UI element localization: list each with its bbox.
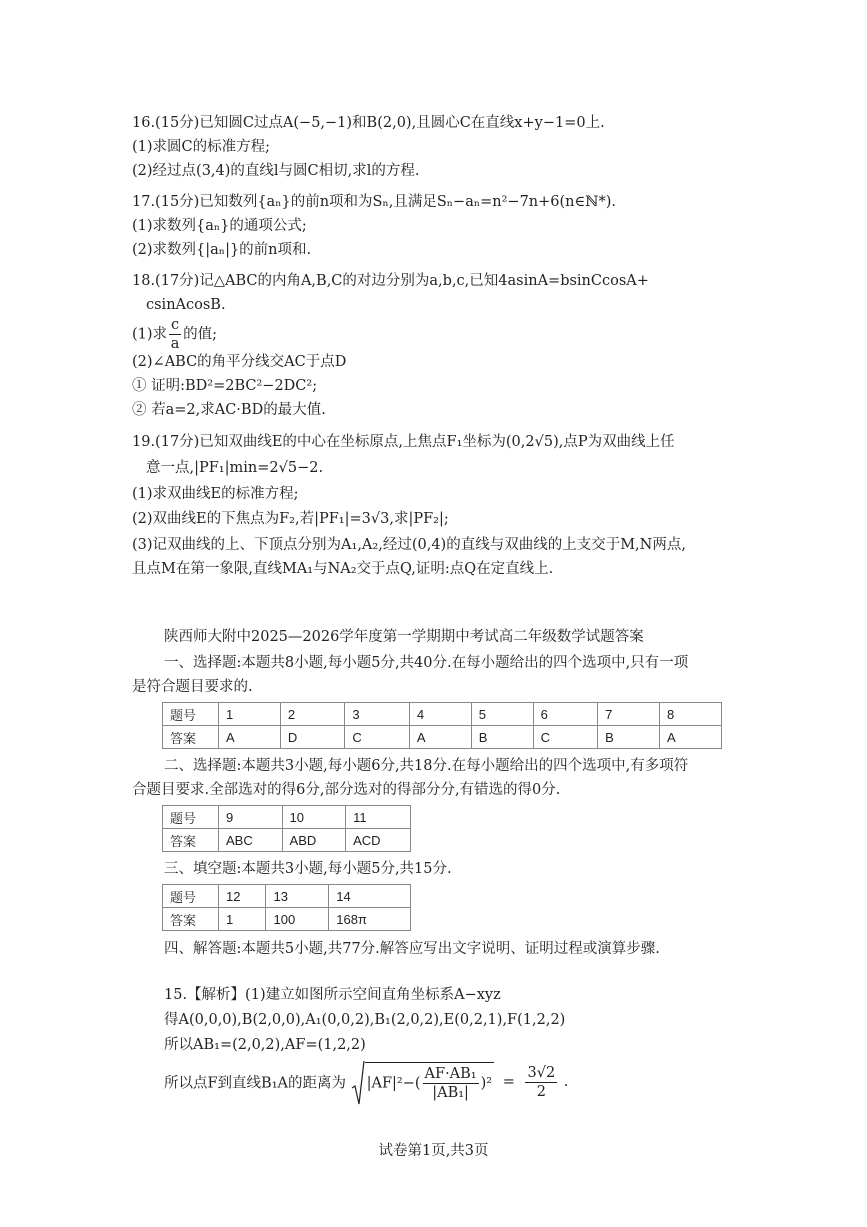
- fraction-numerator: c: [171, 317, 180, 333]
- table-cell: ABC: [219, 829, 283, 852]
- section1-desc-line1: 一、选择题:本题共8小题,每小题5分,共40分.在每小题给出的四个选项中,只有一项: [164, 655, 689, 671]
- table-cell: B: [471, 726, 533, 749]
- table-cell: 3: [345, 703, 410, 726]
- table-cell: C: [533, 726, 598, 749]
- q17-part1: (1)求数列{aₙ}的通项公式;: [132, 218, 307, 234]
- radical-sign-icon: [351, 1060, 365, 1106]
- table-row-label: 答案: [163, 829, 219, 852]
- period: .: [563, 1074, 569, 1090]
- q19-stem-line2: 意一点,|PF₁|min=2√5−2.: [146, 460, 324, 476]
- table-row: [163, 703, 722, 726]
- answer-table-2: [162, 805, 411, 852]
- q18-part1-suffix: 的值;: [183, 326, 218, 343]
- section4-desc: 四、解答题:本题共5小题,共77分.解答应写出文字说明、证明过程或演算步骤.: [164, 941, 660, 957]
- table-cell: B: [598, 726, 660, 749]
- table-row-label: 题号: [163, 806, 219, 829]
- q16-stem: 16.(15分)已知圆C过点A(−5,−1)和B(2,0),且圆心C在直线x+y−1=0上.: [132, 115, 605, 131]
- solution15-line2: 得A(0,0,0),B(2,0,0),A₁(0,0,2),B₁(2,0,2),E(0,2,1),F(1,2,2): [164, 1012, 566, 1028]
- q18-part2: (2)∠ABC的角平分线交AC于点D: [132, 354, 347, 370]
- fraction-numerator: AF·AB₁: [424, 1066, 477, 1082]
- table-cell: 168π: [329, 908, 411, 931]
- section1-desc-line2: 是符合题目要求的.: [132, 679, 253, 695]
- table-cell: 13: [266, 885, 329, 908]
- fraction-denominator: |AB₁|: [432, 1085, 469, 1101]
- q19-part2: (2)双曲线E的下焦点为F₂,若|PF₁|=3√3,求|PF₂|;: [132, 511, 449, 527]
- answer-table-1: [162, 702, 722, 749]
- section2-desc-line1: 二、选择题:本题共3小题,每小题6分,共18分.在每小题给出的四个选项中,有多项符: [164, 758, 689, 774]
- radicand-left: |AF|²−(: [366, 1075, 421, 1092]
- table-cell: D: [280, 726, 345, 749]
- radicand-right: )²: [480, 1075, 493, 1092]
- table-row: [163, 726, 722, 749]
- equals-sign: =: [502, 1074, 515, 1090]
- q17-part2: (2)求数列{|aₙ|}的前n项和.: [132, 242, 312, 258]
- table-cell: 10: [282, 806, 346, 829]
- table-row-label: 题号: [163, 703, 219, 726]
- q18-part2-max: ② 若a=2,求AC·BD的最大值.: [132, 402, 326, 418]
- q18-part2-proof: ① 证明:BD²=2BC²−2DC²;: [132, 378, 318, 394]
- fraction-denominator: 2: [536, 1083, 546, 1100]
- q18-stem-line1: 18.(17分)记△ABC的内角A,B,C的对边分别为a,b,c,已知4asinA=bsinCcosA+: [132, 273, 649, 289]
- section3-desc: 三、填空题:本题共3小题,每小题5分,共15分.: [164, 861, 452, 877]
- page-footer: 试卷第1页,共3页: [378, 1143, 489, 1159]
- table-row-label: 题号: [163, 885, 219, 908]
- q18-stem-line2: csinAcosB.: [146, 297, 226, 313]
- table-cell: C: [345, 726, 410, 749]
- table-cell: ACD: [346, 829, 411, 852]
- radicand: [365, 1062, 495, 1102]
- table-row: [163, 806, 411, 829]
- table-cell: 11: [346, 806, 411, 829]
- table-cell: 8: [660, 703, 722, 726]
- table-cell: 7: [598, 703, 660, 726]
- fraction-numerator: 3√2: [527, 1064, 556, 1081]
- projection-fraction: [423, 1065, 479, 1102]
- table-cell: 14: [329, 885, 411, 908]
- table-cell: 100: [266, 908, 329, 931]
- table-cell: 6: [533, 703, 598, 726]
- table-cell: A: [219, 726, 281, 749]
- table-cell: 1: [219, 703, 281, 726]
- solution15-line1: 15.【解析】(1)建立如图所示空间直角坐标系A−xyz: [164, 987, 501, 1003]
- q17-stem: 17.(15分)已知数列{aₙ}的前n项和为Sₙ,且满足Sₙ−aₙ=n²−7n+6(n∈ℕ*).: [132, 194, 617, 210]
- table-cell: 2: [280, 703, 345, 726]
- square-root: [351, 1062, 495, 1102]
- table-cell: A: [660, 726, 722, 749]
- table-row-label: 答案: [163, 908, 219, 931]
- c-over-a-fraction: [169, 316, 181, 353]
- table-row-label: 答案: [163, 726, 219, 749]
- section2-desc-line2: 合题目要求.全部选对的得6分,部分选对的得部分分,有错选的得0分.: [132, 782, 561, 798]
- q18-part1: [132, 316, 217, 353]
- table-row: [163, 885, 411, 908]
- fraction-denominator: a: [170, 336, 180, 352]
- table-row: [163, 829, 411, 852]
- q18-part1-prefix: (1)求: [132, 326, 168, 343]
- table-cell: ABD: [282, 829, 346, 852]
- q16-part2: (2)经过点(3,4)的直线l与圆C相切,求l的方程.: [132, 163, 420, 179]
- answer-key-title: 陕西师大附中2025—2026学年度第一学期期中考试高二年级数学试题答案: [164, 629, 644, 645]
- table-cell: 9: [219, 806, 283, 829]
- solution15-distance-formula: [164, 1062, 568, 1102]
- table-cell: 12: [219, 885, 266, 908]
- distance-prefix: 所以点F到直线B₁A的距离为: [164, 1075, 346, 1092]
- table-cell: A: [409, 726, 471, 749]
- solution15-line3: 所以AB₁=(2,0,2),AF=(1,2,2): [164, 1037, 366, 1053]
- table-cell: 4: [409, 703, 471, 726]
- table-cell: 5: [471, 703, 533, 726]
- q16-part1: (1)求圆C的标准方程;: [132, 139, 271, 155]
- q19-part3-line2: 且点M在第一象限,直线MA₁与NA₂交于点Q,证明:点Q在定直线上.: [132, 561, 554, 577]
- q19-part3-line1: (3)记双曲线的上、下顶点分别为A₁,A₂,经过(0,4)的直线与双曲线的上支交于M,N两点,: [132, 537, 686, 553]
- q19-part1: (1)求双曲线E的标准方程;: [132, 486, 299, 502]
- q19-stem-line1: 19.(17分)已知双曲线E的中心在坐标原点,上焦点F₁坐标为(0,2√5),点P为双曲线上任: [132, 434, 675, 450]
- result-fraction: [525, 1064, 557, 1101]
- table-row: [163, 908, 411, 931]
- table-cell: 1: [219, 908, 266, 931]
- answer-table-3: [162, 884, 411, 931]
